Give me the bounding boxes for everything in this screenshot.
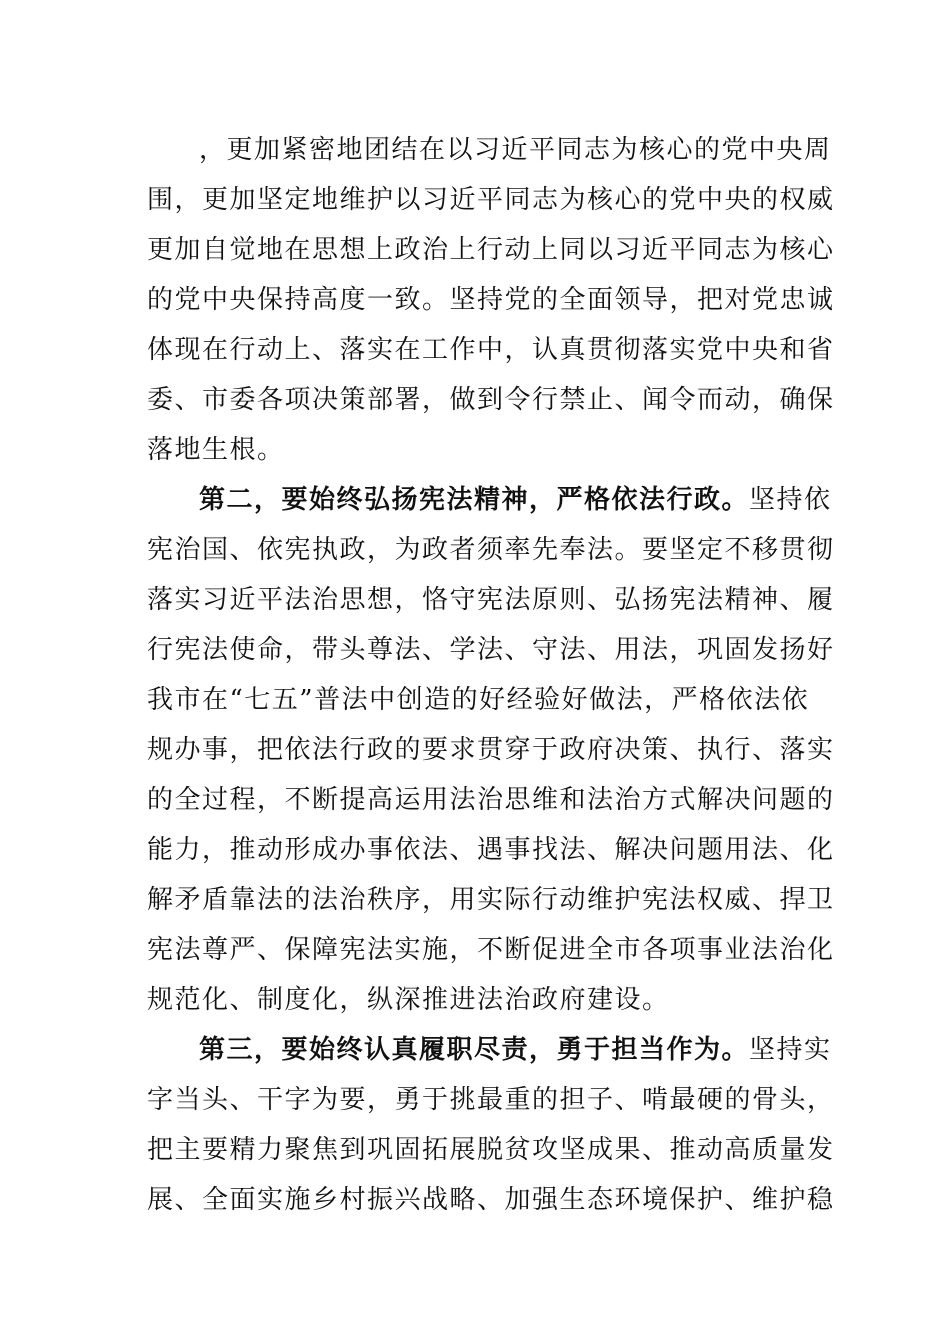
text-line: 宪治国、依宪执政，为政者须率先奉法。要坚定不移贯彻 <box>147 535 835 565</box>
paragraph-2-heading: 第二，要始终弘扬宪法精神，严格依法行政。 <box>199 485 750 515</box>
text-line: 更加自觉地在思想上政治上行动上同以习近平同志为核心 <box>147 235 835 265</box>
text-line: ，更加紧密地团结在以习近平同志为核心的党中央周 <box>199 135 832 165</box>
text-line: 规范化、制度化，纵深推进法治政府建设。 <box>147 985 670 1015</box>
paragraph-3-heading: 第三，要始终认真履职尽责，勇于担当作为。 <box>199 1035 750 1065</box>
text-line: 规办事，把依法行政的要求贯穿于政府决策、执行、落实 <box>147 735 835 765</box>
text-line: 落地生根。 <box>147 435 285 465</box>
text-line: 的党中央保持高度一致。坚持党的全面领导，把对党忠诚 <box>147 285 835 315</box>
text-line: 落实习近平法治思想，恪守宪法原则、弘扬宪法精神、履 <box>147 585 835 615</box>
text-line: 行宪法使命，带头尊法、学法、守法、用法，巩固发扬好 <box>147 635 835 665</box>
text-line: 把主要精力聚焦到巩固拓展脱贫攻坚成果、推动高质量发 <box>147 1135 835 1165</box>
text-line: 展、全面实施乡村振兴战略、加强生态环境保护、维护稳 <box>147 1185 835 1215</box>
text-line: 围，更加坚定地维护以习近平同志为核心的党中央的权威 <box>147 185 835 215</box>
paragraph-3-first-line-text: 坚持实 <box>749 1035 832 1065</box>
paragraph-2-first-line <box>147 475 832 525</box>
document-body <box>147 125 835 1225</box>
text-line: 我市在“七五”普法中创造的好经验好做法，严格依法依 <box>147 685 810 715</box>
paragraph-3-first-line <box>147 1025 832 1075</box>
text-line: 能力，推动形成办事依法、遇事找法、解决问题用法、化 <box>147 835 835 865</box>
text-line: 的全过程，不断提高运用法治思维和法治方式解决问题的 <box>147 785 835 815</box>
text-line: 宪法尊严、保障宪法实施，不断促进全市各项事业法治化 <box>147 935 835 965</box>
text-line: 委、市委各项决策部署，做到令行禁止、闻令而动，确保 <box>147 385 835 415</box>
text-line: 解矛盾靠法的法治秩序，用实际行动维护宪法权威、捍卫 <box>147 885 835 915</box>
text-line: 体现在行动上、落实在工作中，认真贯彻落实党中央和省 <box>147 335 835 365</box>
text-line: 字当头、干字为要，勇于挑最重的担子、啃最硬的骨头， <box>147 1085 835 1115</box>
paragraph-2-first-line-text: 坚持依 <box>749 485 832 515</box>
